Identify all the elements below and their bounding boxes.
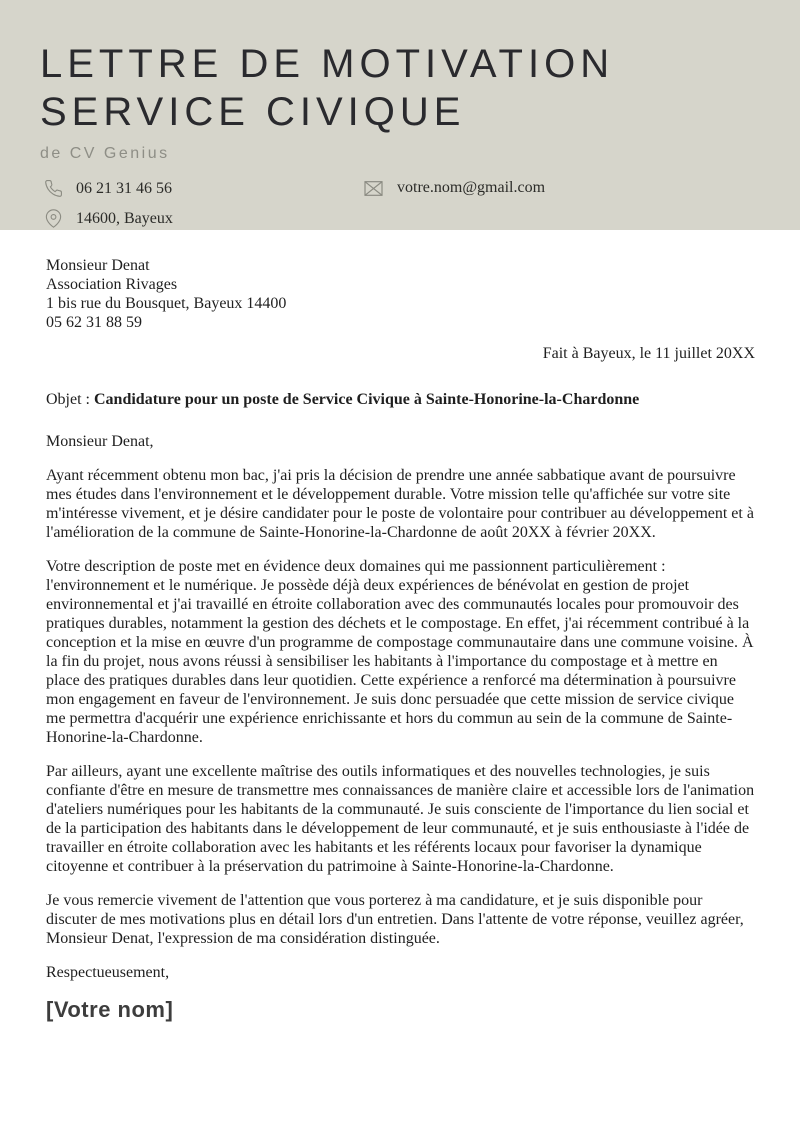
contact-phone-value: 06 21 31 46 56 <box>76 179 172 197</box>
contact-email-value: votre.nom@gmail.com <box>397 179 546 196</box>
mail-icon <box>363 180 384 197</box>
salutation: Monsieur Denat, <box>46 433 154 450</box>
body-paragraph-1: Ayant récemment obtenu mon bac, j'ai pris la décision de prendre une année sabbatique avant de poursuivre mes études dans l'environnement et le développement durable. Votre mission telle qu'affichée sur votre site m'intéresse vivement, et je désire candidater pour le poste de volontaire pour contribuer au développement et à l'amélioration de la commune de Sainte-Honorine-la-Chardonne de août 20XX à février 20XX. <box>46 467 754 541</box>
body-paragraph-4: Je vous remercie vivement de l'attention que vous porterez à ma candidature, et je suis disponible pour discuter de mes motivations plus en détail lors d'un entretien. Dans l'attente de votre réponse, veuillez agréer, Monsieur Denat, l'expression de ma considération distinguée. <box>46 892 744 947</box>
letter-body <box>0 230 800 1022</box>
page-title-line2: SERVICE CIVIQUE <box>40 90 466 134</box>
body-paragraph-2: Votre description de poste met en évidence deux domaines qui me passionnent particulièrement : l'environnement et le numérique. Je possède déjà deux expériences de bénévolat en gestion de projet environnemental et j'ai travaillé en étroite collaboration avec des communautés locales pour promouvoir des pratiques durables, notamment la gestion des déchets et le compostage. En effet, j'ai récemment contribué à la conception et la mise en œuvre d'un programme de compostage communautaire dans une commune voisine. À la fin du projet, nous avons réussi à sensibiliser les habitants à l'importance du compostage et à mettre en place des pratiques durables dans leur quotidien. Cette expérience a renforcé ma détermination à poursuivre mon engagement en faveur de l'environnement. Je suis donc persuadée que cette mission de service civique me permettra d'acquérir une expérience enrichissante et hors du commun au sein de la commune de Sainte-Honorine-la-Chardonne. <box>46 558 754 746</box>
recipient-block <box>46 256 755 332</box>
contact-email <box>363 179 545 197</box>
contact-location <box>44 209 173 228</box>
map-pin-icon <box>44 209 63 228</box>
page-title <box>40 40 760 136</box>
signature-name: [Votre nom] <box>46 997 174 1022</box>
contact-phone <box>44 179 172 198</box>
date-line: Fait à Bayeux, le 11 juillet 20XX <box>542 345 755 362</box>
recipient-address: 1 bis rue du Bousquet, Bayeux 14400 <box>46 295 287 312</box>
page-subtitle: de CV Genius <box>40 145 170 162</box>
page-title-line1: LETTRE DE MOTIVATION <box>40 42 615 86</box>
recipient-phone: 05 62 31 88 59 <box>46 314 142 331</box>
recipient-organization: Association Rivages <box>46 276 178 293</box>
phone-icon <box>44 179 63 198</box>
closing: Respectueusement, <box>46 964 170 981</box>
subject-label: Objet : <box>46 391 90 408</box>
contact-location-value: 14600, Bayeux <box>76 209 173 227</box>
subject-line <box>46 390 755 409</box>
letter-header <box>0 0 800 230</box>
recipient-name: Monsieur Denat <box>46 257 150 274</box>
body-paragraph-3: Par ailleurs, ayant une excellente maîtrise des outils informatiques et des nouvelles technologies, je suis confiante d'être en mesure de transmettre mes connaissances de manière claire et accessible lors de l'animation d'ateliers numériques pour les habitants de la communauté. Je suis consciente de l'importance du lien social et de la participation des habitants dans le développement de leur communauté, et je suis enthousiaste à l'idée de travailler en étroite collaboration avec les habitants et les référents locaux pour favoriser la dynamique citoyenne et contribuer à la préservation du patrimoine à Sainte-Honorine-la-Chardonne. <box>46 763 755 875</box>
subject-text: Candidature pour un poste de Service Civique à Sainte-Honorine-la-Chardonne <box>94 391 640 408</box>
